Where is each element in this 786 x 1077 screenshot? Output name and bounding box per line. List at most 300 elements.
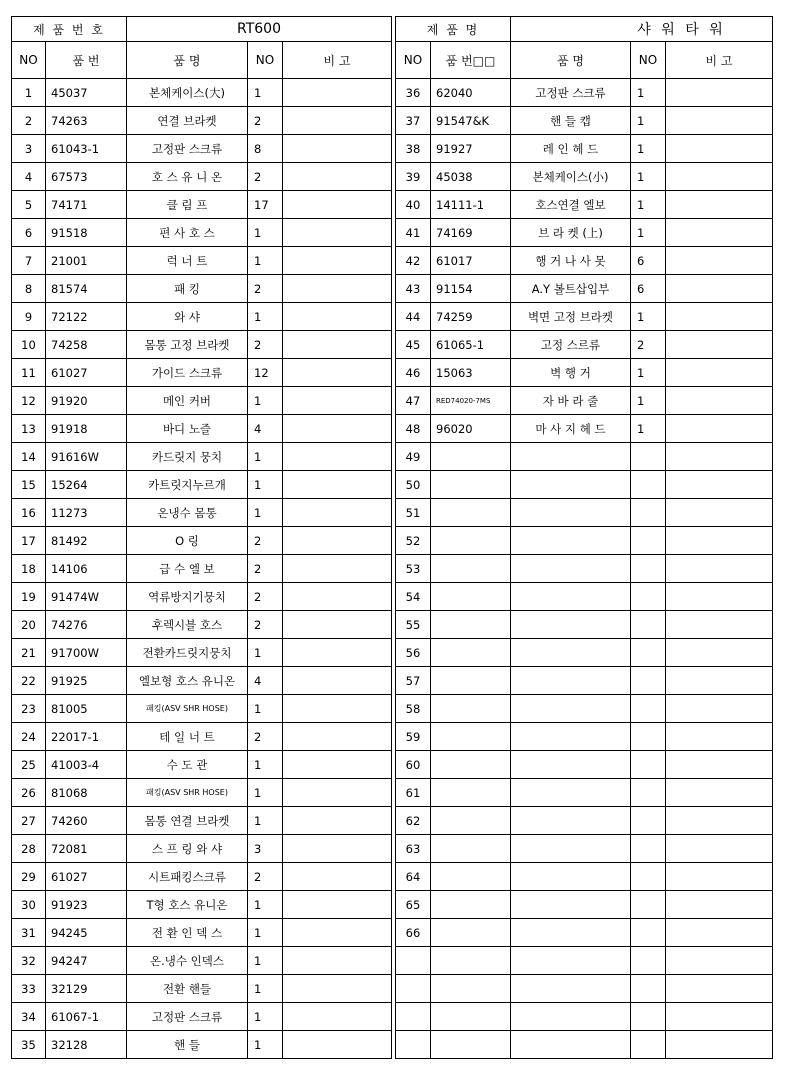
part-name bbox=[511, 583, 631, 611]
row-number: 66 bbox=[396, 919, 431, 947]
col-remark: 비 고 bbox=[283, 42, 392, 79]
remark bbox=[666, 583, 773, 611]
part-number: 81068 bbox=[46, 779, 127, 807]
part-name: 온.냉수 인덱스 bbox=[127, 947, 248, 975]
row-number: 5 bbox=[12, 191, 46, 219]
part-name: 전 환 인 덱 스 bbox=[127, 919, 248, 947]
quantity: 1 bbox=[248, 1003, 283, 1031]
row-number: 59 bbox=[396, 723, 431, 751]
table-row bbox=[396, 1003, 773, 1031]
part-number: 61027 bbox=[46, 359, 127, 387]
part-number: 74169 bbox=[431, 219, 511, 247]
part-name bbox=[511, 527, 631, 555]
quantity: 1 bbox=[631, 79, 666, 107]
row-number: 21 bbox=[12, 639, 46, 667]
row-number: 10 bbox=[12, 331, 46, 359]
part-number bbox=[431, 443, 511, 471]
table-row bbox=[396, 779, 773, 807]
part-number: 61043-1 bbox=[46, 135, 127, 163]
part-name: 후렉시블 호스 bbox=[127, 611, 248, 639]
part-name bbox=[511, 891, 631, 919]
remark bbox=[283, 191, 392, 219]
row-number: 24 bbox=[12, 723, 46, 751]
remark bbox=[666, 499, 773, 527]
table-row bbox=[12, 107, 392, 135]
part-number: 91154 bbox=[431, 275, 511, 303]
part-name: 와 샤 bbox=[127, 303, 248, 331]
row-number: 12 bbox=[12, 387, 46, 415]
part-name bbox=[511, 443, 631, 471]
table-row bbox=[396, 611, 773, 639]
row-number: 27 bbox=[12, 807, 46, 835]
part-number: 45037 bbox=[46, 79, 127, 107]
part-number: 74263 bbox=[46, 107, 127, 135]
row-number: 34 bbox=[12, 1003, 46, 1031]
part-number bbox=[431, 555, 511, 583]
table-row bbox=[12, 919, 392, 947]
table-row bbox=[396, 723, 773, 751]
row-number: 6 bbox=[12, 219, 46, 247]
col-part-no: 품 번□□ bbox=[431, 42, 511, 79]
quantity: 17 bbox=[248, 191, 283, 219]
part-number bbox=[431, 975, 511, 1003]
quantity: 1 bbox=[248, 779, 283, 807]
table-row bbox=[396, 387, 773, 415]
part-name: 럭 너 트 bbox=[127, 247, 248, 275]
table-row bbox=[396, 919, 773, 947]
row-number: 17 bbox=[12, 527, 46, 555]
remark bbox=[283, 639, 392, 667]
table-row bbox=[12, 443, 392, 471]
part-name: T형 호스 유니온 bbox=[127, 891, 248, 919]
part-name: 몸통 연결 브라켓 bbox=[127, 807, 248, 835]
part-name bbox=[511, 667, 631, 695]
part-name: 테 일 너 트 bbox=[127, 723, 248, 751]
row-number: 3 bbox=[12, 135, 46, 163]
row-number: 1 bbox=[12, 79, 46, 107]
remark bbox=[283, 219, 392, 247]
quantity: 1 bbox=[248, 79, 283, 107]
quantity: 1 bbox=[248, 695, 283, 723]
quantity: 1 bbox=[631, 359, 666, 387]
row-number: 54 bbox=[396, 583, 431, 611]
table-row bbox=[396, 835, 773, 863]
table-row bbox=[396, 191, 773, 219]
part-name: 고정판 스크류 bbox=[127, 1003, 248, 1031]
remark bbox=[283, 471, 392, 499]
row-number: 13 bbox=[12, 415, 46, 443]
product-number-row bbox=[12, 17, 392, 42]
part-number: 94245 bbox=[46, 919, 127, 947]
quantity: 4 bbox=[248, 415, 283, 443]
quantity bbox=[631, 443, 666, 471]
row-number: 39 bbox=[396, 163, 431, 191]
part-name bbox=[511, 947, 631, 975]
table-row bbox=[12, 163, 392, 191]
remark bbox=[666, 1031, 773, 1059]
part-name bbox=[511, 1031, 631, 1059]
part-number: 61027 bbox=[46, 863, 127, 891]
remark bbox=[283, 807, 392, 835]
quantity: 1 bbox=[248, 807, 283, 835]
part-number: 61017 bbox=[431, 247, 511, 275]
row-number bbox=[396, 1003, 431, 1031]
remark bbox=[666, 835, 773, 863]
row-number: 57 bbox=[396, 667, 431, 695]
remark bbox=[666, 415, 773, 443]
remark bbox=[283, 107, 392, 135]
part-number: 67573 bbox=[46, 163, 127, 191]
table-row bbox=[12, 1031, 392, 1059]
remark bbox=[666, 695, 773, 723]
remark bbox=[283, 975, 392, 1003]
table-row bbox=[396, 415, 773, 443]
quantity bbox=[631, 807, 666, 835]
row-number: 50 bbox=[396, 471, 431, 499]
remark bbox=[283, 947, 392, 975]
part-name: 클 림 프 bbox=[127, 191, 248, 219]
row-number: 11 bbox=[12, 359, 46, 387]
remark bbox=[283, 499, 392, 527]
quantity bbox=[631, 499, 666, 527]
table-row bbox=[396, 247, 773, 275]
quantity: 2 bbox=[248, 555, 283, 583]
part-number: 91925 bbox=[46, 667, 127, 695]
part-number: 15264 bbox=[46, 471, 127, 499]
quantity: 1 bbox=[631, 191, 666, 219]
part-name bbox=[511, 695, 631, 723]
remark bbox=[666, 163, 773, 191]
table-row bbox=[396, 471, 773, 499]
row-number: 28 bbox=[12, 835, 46, 863]
remark bbox=[283, 751, 392, 779]
quantity: 1 bbox=[248, 247, 283, 275]
quantity bbox=[631, 947, 666, 975]
quantity: 1 bbox=[248, 891, 283, 919]
part-number: 74171 bbox=[46, 191, 127, 219]
part-name: 카드릿지 뭉치 bbox=[127, 443, 248, 471]
table-row bbox=[396, 163, 773, 191]
quantity: 1 bbox=[631, 303, 666, 331]
part-name: 핸 들 캡 bbox=[511, 107, 631, 135]
quantity: 1 bbox=[631, 163, 666, 191]
quantity bbox=[631, 527, 666, 555]
col-remark: 비 고 bbox=[666, 42, 773, 79]
row-number bbox=[396, 947, 431, 975]
quantity: 1 bbox=[248, 919, 283, 947]
part-number bbox=[431, 919, 511, 947]
part-name: 급 수 엘 보 bbox=[127, 555, 248, 583]
table-row bbox=[12, 835, 392, 863]
part-number: RED74020-7MS bbox=[431, 387, 511, 415]
remark bbox=[666, 443, 773, 471]
table-row bbox=[396, 695, 773, 723]
quantity bbox=[631, 667, 666, 695]
part-number: 91918 bbox=[46, 415, 127, 443]
row-number: 20 bbox=[12, 611, 46, 639]
col-qty: NO bbox=[631, 42, 666, 79]
table-row bbox=[396, 359, 773, 387]
table-row bbox=[396, 751, 773, 779]
part-name: 마 사 지 헤 드 bbox=[511, 415, 631, 443]
part-number: 14106 bbox=[46, 555, 127, 583]
part-number: 74259 bbox=[431, 303, 511, 331]
table-row bbox=[396, 135, 773, 163]
quantity bbox=[631, 1031, 666, 1059]
quantity: 2 bbox=[248, 527, 283, 555]
part-name bbox=[511, 639, 631, 667]
part-name: 벽면 고정 브라켓 bbox=[511, 303, 631, 331]
remark bbox=[666, 611, 773, 639]
row-number: 7 bbox=[12, 247, 46, 275]
part-number bbox=[431, 499, 511, 527]
row-number: 35 bbox=[12, 1031, 46, 1059]
quantity: 1 bbox=[248, 975, 283, 1003]
part-name bbox=[511, 835, 631, 863]
table-row bbox=[12, 611, 392, 639]
product-name-row bbox=[396, 17, 773, 42]
part-number bbox=[431, 583, 511, 611]
part-number: 74276 bbox=[46, 611, 127, 639]
remark bbox=[283, 1031, 392, 1059]
table-row bbox=[12, 303, 392, 331]
part-name bbox=[511, 611, 631, 639]
remark bbox=[283, 1003, 392, 1031]
part-name bbox=[511, 863, 631, 891]
remark bbox=[666, 79, 773, 107]
table-row bbox=[396, 555, 773, 583]
quantity: 1 bbox=[631, 415, 666, 443]
remark bbox=[666, 723, 773, 751]
quantity: 2 bbox=[248, 611, 283, 639]
part-name bbox=[511, 779, 631, 807]
part-number: 62040 bbox=[431, 79, 511, 107]
table-row bbox=[396, 499, 773, 527]
table-row bbox=[396, 807, 773, 835]
row-number: 51 bbox=[396, 499, 431, 527]
quantity: 2 bbox=[248, 583, 283, 611]
part-number: 61067-1 bbox=[46, 1003, 127, 1031]
part-name bbox=[511, 919, 631, 947]
row-number: 65 bbox=[396, 891, 431, 919]
product-number-value: RT600 bbox=[127, 17, 392, 42]
part-number: 14111-1 bbox=[431, 191, 511, 219]
remark bbox=[666, 471, 773, 499]
part-name: 시트패킹스크류 bbox=[127, 863, 248, 891]
part-name: O 링 bbox=[127, 527, 248, 555]
part-name: A.Y 볼트삽입부 bbox=[511, 275, 631, 303]
part-number bbox=[431, 835, 511, 863]
table-row bbox=[396, 527, 773, 555]
table-row bbox=[12, 751, 392, 779]
row-number: 44 bbox=[396, 303, 431, 331]
part-name: 패킹(ASV SHR HOSE) bbox=[127, 779, 248, 807]
part-number: 81005 bbox=[46, 695, 127, 723]
row-number: 40 bbox=[396, 191, 431, 219]
quantity: 1 bbox=[631, 219, 666, 247]
table-row bbox=[396, 1031, 773, 1059]
part-number: 91474W bbox=[46, 583, 127, 611]
quantity: 1 bbox=[248, 219, 283, 247]
quantity bbox=[631, 863, 666, 891]
remark bbox=[283, 359, 392, 387]
part-number: 15063 bbox=[431, 359, 511, 387]
part-number: 74258 bbox=[46, 331, 127, 359]
part-number bbox=[431, 947, 511, 975]
quantity bbox=[631, 1003, 666, 1031]
part-name bbox=[511, 751, 631, 779]
part-number: 91920 bbox=[46, 387, 127, 415]
part-number: 61065-1 bbox=[431, 331, 511, 359]
quantity: 1 bbox=[248, 303, 283, 331]
row-number: 4 bbox=[12, 163, 46, 191]
remark bbox=[283, 443, 392, 471]
part-number: 91518 bbox=[46, 219, 127, 247]
part-number bbox=[431, 807, 511, 835]
remark bbox=[283, 583, 392, 611]
row-number: 55 bbox=[396, 611, 431, 639]
remark bbox=[666, 191, 773, 219]
row-number: 26 bbox=[12, 779, 46, 807]
table-row bbox=[396, 275, 773, 303]
remark bbox=[666, 555, 773, 583]
remark bbox=[666, 107, 773, 135]
table-row bbox=[12, 275, 392, 303]
table-row bbox=[12, 135, 392, 163]
table-row bbox=[396, 107, 773, 135]
part-name bbox=[511, 555, 631, 583]
row-number: 36 bbox=[396, 79, 431, 107]
part-number bbox=[431, 1031, 511, 1059]
row-number: 2 bbox=[12, 107, 46, 135]
part-name bbox=[511, 471, 631, 499]
quantity: 8 bbox=[248, 135, 283, 163]
quantity bbox=[631, 555, 666, 583]
row-number: 58 bbox=[396, 695, 431, 723]
part-number bbox=[431, 891, 511, 919]
table-row bbox=[12, 247, 392, 275]
quantity: 1 bbox=[631, 387, 666, 415]
quantity: 1 bbox=[631, 107, 666, 135]
row-number: 30 bbox=[12, 891, 46, 919]
col-part-no: 품 번 bbox=[46, 42, 127, 79]
part-number bbox=[431, 527, 511, 555]
table-row bbox=[12, 79, 392, 107]
part-name: 브 라 켓 (上) bbox=[511, 219, 631, 247]
remark bbox=[666, 919, 773, 947]
remark bbox=[283, 667, 392, 695]
row-number: 64 bbox=[396, 863, 431, 891]
table-row bbox=[12, 415, 392, 443]
row-number: 48 bbox=[396, 415, 431, 443]
table-row bbox=[396, 583, 773, 611]
remark bbox=[283, 919, 392, 947]
part-name: 연결 브라켓 bbox=[127, 107, 248, 135]
part-name: 본체케이스(大) bbox=[127, 79, 248, 107]
table-row bbox=[396, 219, 773, 247]
quantity: 1 bbox=[248, 499, 283, 527]
part-number: 91547&K bbox=[431, 107, 511, 135]
quantity: 2 bbox=[248, 863, 283, 891]
part-name: 벽 행 거 bbox=[511, 359, 631, 387]
remark bbox=[666, 807, 773, 835]
right-column-header bbox=[396, 42, 773, 79]
table-row bbox=[396, 947, 773, 975]
table-row bbox=[12, 723, 392, 751]
row-number: 14 bbox=[12, 443, 46, 471]
remark bbox=[666, 247, 773, 275]
remark bbox=[283, 723, 392, 751]
col-part-name: 품 명 bbox=[127, 42, 248, 79]
quantity: 4 bbox=[248, 667, 283, 695]
part-name: 카트릿지누르개 bbox=[127, 471, 248, 499]
table-row bbox=[12, 863, 392, 891]
quantity: 1 bbox=[248, 751, 283, 779]
table-row bbox=[12, 471, 392, 499]
row-number: 18 bbox=[12, 555, 46, 583]
remark bbox=[283, 695, 392, 723]
left-rows bbox=[12, 79, 392, 1059]
right-parts-table bbox=[395, 16, 773, 1059]
row-number: 52 bbox=[396, 527, 431, 555]
part-name: 편 사 호 스 bbox=[127, 219, 248, 247]
table-row bbox=[12, 1003, 392, 1031]
quantity: 2 bbox=[248, 331, 283, 359]
quantity: 2 bbox=[248, 107, 283, 135]
remark bbox=[666, 275, 773, 303]
quantity bbox=[631, 919, 666, 947]
part-number bbox=[431, 779, 511, 807]
quantity: 3 bbox=[248, 835, 283, 863]
row-number: 19 bbox=[12, 583, 46, 611]
remark bbox=[666, 527, 773, 555]
table-row bbox=[12, 527, 392, 555]
table-row bbox=[12, 583, 392, 611]
remark bbox=[666, 863, 773, 891]
row-number: 31 bbox=[12, 919, 46, 947]
part-number bbox=[431, 751, 511, 779]
remark bbox=[666, 947, 773, 975]
part-number: 41003-4 bbox=[46, 751, 127, 779]
remark bbox=[283, 247, 392, 275]
row-number: 8 bbox=[12, 275, 46, 303]
table-row bbox=[12, 807, 392, 835]
part-name: 가이드 스크류 bbox=[127, 359, 248, 387]
remark bbox=[666, 667, 773, 695]
row-number: 47 bbox=[396, 387, 431, 415]
part-number: 32129 bbox=[46, 975, 127, 1003]
quantity: 2 bbox=[248, 163, 283, 191]
quantity: 1 bbox=[248, 471, 283, 499]
table-row bbox=[12, 191, 392, 219]
part-number: 45038 bbox=[431, 163, 511, 191]
row-number: 9 bbox=[12, 303, 46, 331]
table-row bbox=[396, 975, 773, 1003]
row-number: 37 bbox=[396, 107, 431, 135]
quantity bbox=[631, 751, 666, 779]
remark bbox=[283, 275, 392, 303]
row-number: 63 bbox=[396, 835, 431, 863]
row-number: 46 bbox=[396, 359, 431, 387]
part-number: 81574 bbox=[46, 275, 127, 303]
table-row bbox=[396, 331, 773, 359]
part-name bbox=[511, 499, 631, 527]
row-number: 42 bbox=[396, 247, 431, 275]
row-number: 53 bbox=[396, 555, 431, 583]
remark bbox=[283, 331, 392, 359]
row-number: 22 bbox=[12, 667, 46, 695]
remark bbox=[283, 79, 392, 107]
